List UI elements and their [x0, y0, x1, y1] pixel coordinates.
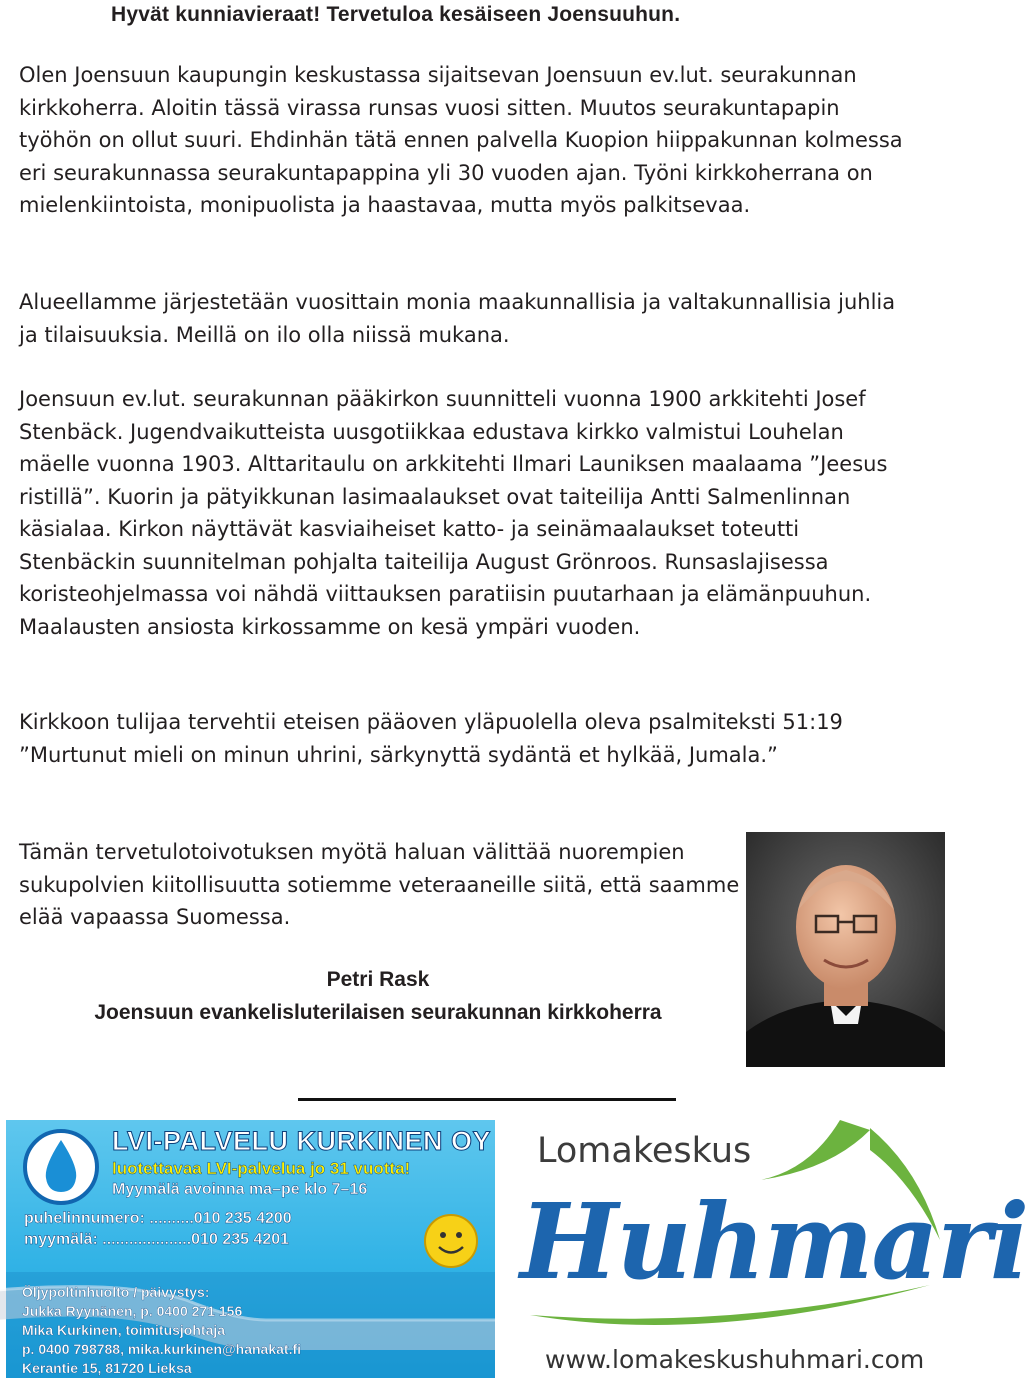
lvi-phone-number: puhelinnumero: ..........010 235 4200 — [24, 1210, 292, 1227]
lvi-shop-number: myymälä: ....................010 235 4201 — [24, 1231, 290, 1248]
portrait-illustration — [746, 832, 945, 1067]
signature-name: Petri Rask — [326, 968, 430, 991]
portrait-photo — [746, 832, 945, 1067]
paragraph-gratitude: Tämän tervetulotoivotuksen myötä haluan välittää nuorempien sukupolvien kiitollisuutta sotiemme veteraaneille siitä, että saamme elää vapaassa Suomessa. — [19, 840, 740, 929]
divider-line — [298, 1098, 676, 1101]
page-headline: Hyvät kunniavieraat! Tervetuloa kesäiseen Joensuuhun. — [111, 3, 681, 26]
lvi-contact-2: Mika Kurkinen, toimitusjohtaja — [22, 1322, 226, 1338]
paragraph-events: Alueellamme järjestetään vuosittain monia maakunnallisia ja valtakunnallisia juhlia ja tilaisuuksia. Meillä on ilo olla niissä mukana. — [19, 290, 896, 347]
lvi-address: Kerantie 15, 81720 Lieksa — [22, 1360, 192, 1376]
lvi-contact-1: Jukka Ryynänen, p. 0400 271 156 — [22, 1303, 243, 1319]
lvi-slogan: luotettavaa LVI-palvelua jo 31 vuotta! — [112, 1159, 411, 1178]
lvi-opening-hours: Myymälä avoinna ma–pe klo 7–16 — [112, 1181, 368, 1198]
signature-title: Joensuun evankelisluterilaisen seurakunnan kirkkoherra — [94, 1001, 662, 1024]
lvi-contact-3: p. 0400 798788, mika.kurkinen@hanakat.fi — [22, 1341, 302, 1357]
paragraph-psalm: Kirkkoon tulijaa tervehtii eteisen pääoven yläpuolella oleva psalmiteksti 51:19 ”Murtunut mieli on minun uhrini, särkynyttä sydäntä et hylkää, Jumala.” — [19, 710, 843, 767]
smiley-badge-icon — [410, 1206, 492, 1276]
paragraph-church-history: Joensuun ev.lut. seurakunnan pääkirkon suunnitteli vuonna 1900 arkkitehti Josef Stenbäck. Jugendvaikutteista uusgotiikkaa edustava kirkko valmistui Louhelan mäelle vuonna 1903. Alttaritaulu on arkkitehti Ilmari Launiksen maalaama ”Jeesus ristillä”. Kuorin ja pätyikkunan lasimaalaukset ovat taiteilija Antti Salmenlinnan käsialaa. Kirkon näyttävät kasviaiheiset katto- ja seinämaalaukset toteutti Stenbäckin suunnitelman pohjalta taiteilija August Grönroos. Runsaslajisessa koristeohjelmassa voi nähdä viittauksen paratiisin puutarhaan ja elämänpuuhun. Maalausten ansiosta kirkossamme on kesä ympäri vuoden. — [19, 387, 888, 639]
lvi-service-heading: Öljypoltinhuolto / päivystys: — [22, 1284, 210, 1300]
lvi-advertisement — [6, 1120, 495, 1378]
huhmari-website-link[interactable]: www.lomakeskushuhmari.com — [545, 1345, 925, 1374]
huhmari-wordmark: Huhmari — [520, 1180, 1027, 1303]
lomakeskus-wordmark: Lomakeskus — [537, 1131, 752, 1171]
lvi-company-name: LVI-PALVELU KURKINEN OY — [112, 1126, 492, 1156]
paragraph-introduction: Olen Joensuun kaupungin keskustassa sijaitsevan Joensuun ev.lut. seurakunnan kirkkoherra. Aloitin tässä virassa runsas vuosi sitten. Muutos seurakuntapapin työhön on ollut suuri. Ehdinhän tätä ennen palvella Kuopion hiippakunnan kolmessa eri seurakunnassa seurakuntapappina yli 30 vuoden ajan. Työni kirkkoherrana on mielenkiintoista, monipuolista ja haastavaa, mutta myös palkitsevaa. — [19, 63, 903, 217]
water-drop-logo-icon — [20, 1128, 102, 1206]
